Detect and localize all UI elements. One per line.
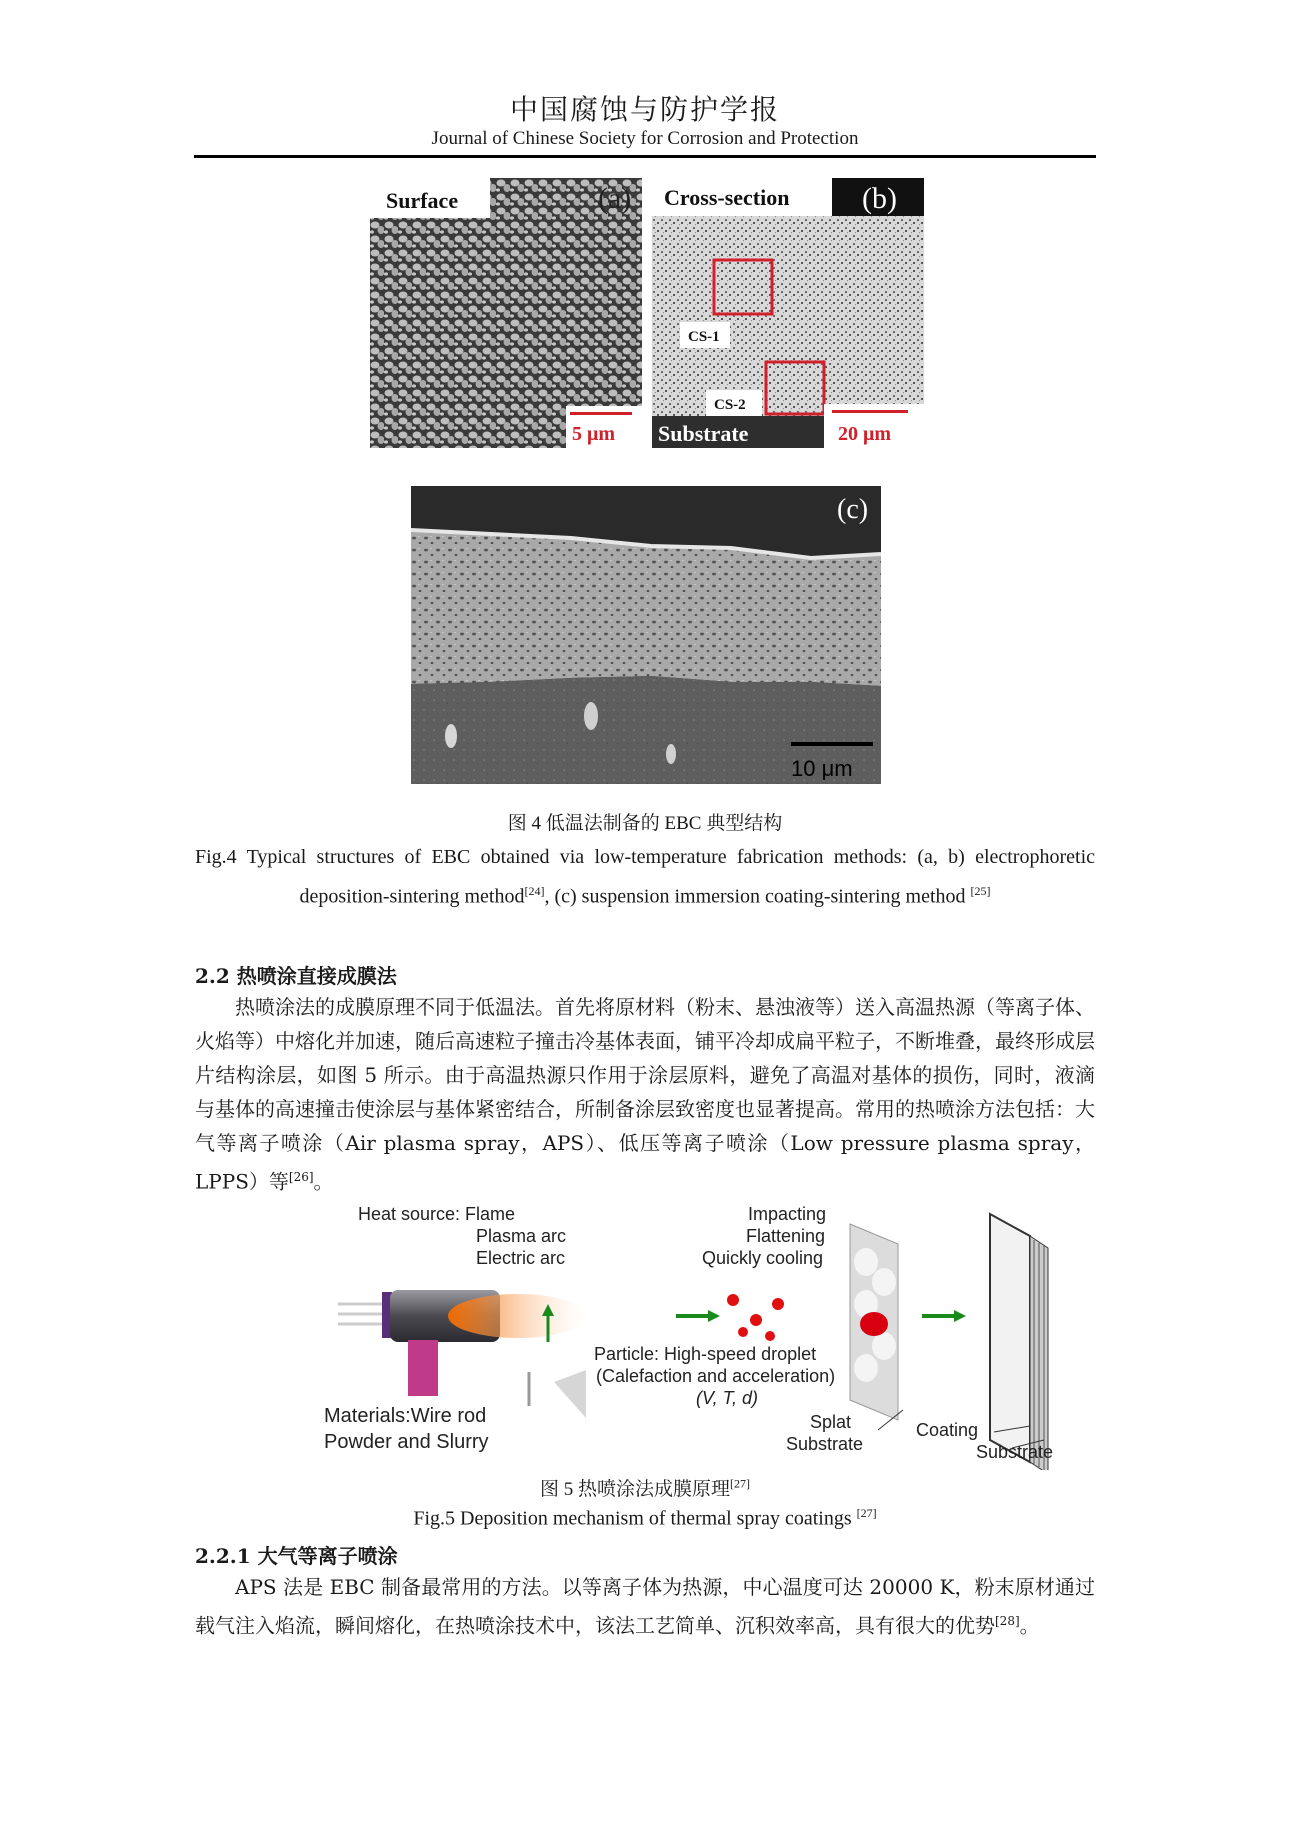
label-calefaction: (Calefaction and acceleration) [596,1366,836,1386]
label-materials: Materials:Wire rod [324,1405,487,1427]
figure5-caption-cn [195,1474,1095,1501]
label-electric-arc: Electric arc [476,1248,566,1268]
panel-b-scale: 20 μm [838,423,891,445]
ref-26: [26] [288,1170,314,1184]
label-coating: Coating [916,1420,979,1440]
section-2-2-1-text: APS 法是 EBC 制备最常用的方法。以等离子体为热源，中心温度可达 20000 K，粉末原材通过载气注入焰流，瞬间熔化，在热喷涂技术中，该法工艺简单、沉积效率高，具有很大的优势 [195,1575,1095,1638]
label-impacting: Impacting [748,1204,827,1224]
figure4-panel-b [652,178,924,448]
panel-b-box1: CS-1 [688,329,720,345]
figure5-caption-en-text: Fig.5 Deposition mechanism of thermal spray coatings [413,1507,857,1530]
figure4-caption-en-mid: , (c) suspension immersion coating-sintering method [544,885,966,908]
figure5-caption-en-ref: [27] [856,1506,877,1520]
figure5-caption-cn-ref: [27] [730,1476,750,1491]
figure5-diagram [318,1200,1082,1470]
label-splat: Splat [810,1412,852,1432]
header-rule [194,155,1096,158]
panel-c-label: (c) [837,494,869,525]
ref-28: [28] [995,1614,1020,1628]
label-plasma-arc: Plasma arc [476,1226,567,1246]
section-2-2-1-paragraph [195,1570,1095,1643]
panel-b-title: Cross-section [664,185,790,210]
section-2-2-1-end: 。 [1019,1613,1040,1638]
panel-b-label: (b) [862,182,897,215]
journal-title-cn: 中国腐蚀与防护学报 [509,93,780,126]
figure5-caption-cn-text: 图 5 热喷涂法成膜原理 [539,1479,730,1500]
panel-c-scale: 10 μm [791,756,853,781]
panel-a-label: (a) [598,182,632,215]
figure4-caption-en [195,840,1095,914]
label-powder-slurry: Powder and Slurry [324,1431,489,1453]
figure5-caption-en [195,1506,1095,1531]
label-substrate-2: Substrate [976,1442,1054,1462]
section-2-2-paragraph [195,990,1095,1199]
journal-title-en: Journal of Chinese Society for Corrosion and Protection [431,128,859,149]
label-vtd: (V, T, d) [696,1388,759,1408]
section-2-2-1-heading: 2.2.1 大气等离子喷涂 [195,1544,398,1568]
figure4-panel-c [411,486,881,784]
panel-b-box2: CS-2 [714,397,746,413]
panel-b-substrate: Substrate [658,421,749,446]
figure4-caption-en-main: Fig.4 Typical structures of EBC obtained via low-temperature fabrication methods: (a, b) electrophoretic deposition-sintering method [195,846,1095,908]
label-quickly-cooling: Quickly cooling [702,1248,824,1268]
panel-a-title: Surface [386,188,459,213]
section-2-2-text: 热喷涂法的成膜原理不同于低温法。首先将原材料（粉末、悬浊液等）送入高温热源（等离子体、火焰等）中熔化并加速，随后高速粒子撞击冷基体表面，铺平冷却成扁平粒子，不断堆叠，最终形成层片结构涂层，如图 5 所示。由于高温热源只作用于涂层原料，避免了高温对基体的损伤，同时，液滴与基体的高速撞击使涂层与基体紧密结合，所制备涂层致密度也显著提高。常用的热喷涂方法包括：大气等离子喷涂（Air plasma spray，APS）、低压等离子喷涂（Low pressure plasma spray，LPPS）等 [195,995,1095,1194]
figure4-ref-25: [25] [970,884,991,898]
section-2-2-heading: 2.2 热喷涂直接成膜法 [195,964,397,988]
figure4-caption-cn: 图 4 低温法制备的 EBC 典型结构 [507,813,783,834]
section-2-2-end: 。 [313,1169,334,1194]
label-particle: Particle: High-speed droplet [594,1344,817,1364]
panel-a-scale: 5 μm [572,423,615,445]
figure4-ref-24: [24] [524,884,545,898]
label-substrate-1: Substrate [786,1434,864,1454]
figure4-panel-a [370,178,642,448]
label-heat-source: Heat source: Flame [358,1204,516,1224]
label-flattening: Flattening [746,1226,826,1246]
